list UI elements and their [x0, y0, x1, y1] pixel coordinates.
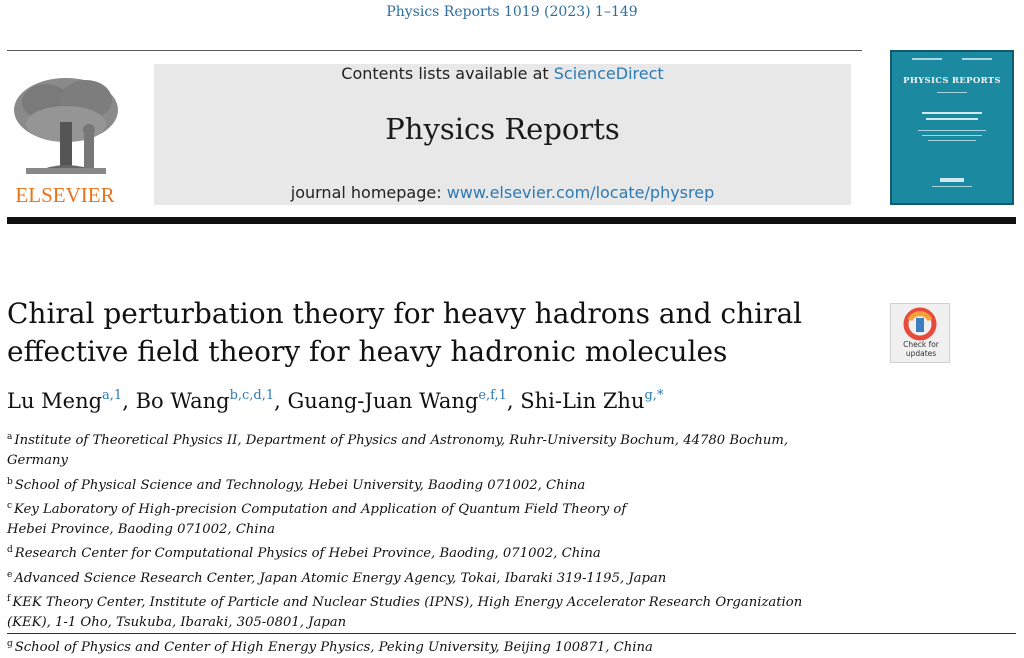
affiliation-mark: e	[7, 569, 13, 580]
elsevier-logo[interactable]	[6, 72, 124, 208]
author-name[interactable]: Guang-Juan Wang	[287, 389, 479, 413]
check-updates-icon	[891, 306, 949, 342]
journal-citation-link[interactable]: Physics Reports 1019 (2023) 1–149	[386, 4, 638, 20]
masthead-rule	[7, 217, 1016, 224]
affiliation-mark: c	[7, 500, 13, 511]
author-affiliation-marks[interactable]: g,*	[644, 388, 664, 403]
sciencedirect-link[interactable]: ScienceDirect	[553, 64, 664, 83]
author-name[interactable]: Shi-Lin Zhu	[520, 389, 645, 413]
affiliation-mark: b	[7, 476, 13, 487]
affiliation-text: Advanced Science Research Center, Japan Atomic Energy Agency, Tokai, Ibaraki 319-1195, Japan	[14, 570, 667, 586]
author-separator: ,	[274, 389, 288, 413]
author-affiliation-marks[interactable]: b,c,d,1	[229, 388, 275, 403]
affiliation-item	[7, 565, 847, 589]
article-title: Chiral perturbation theory for heavy hadrons and chiral effective field theory for heavy hadronic molecules	[7, 297, 803, 368]
affiliation-mark: d	[7, 545, 13, 556]
elsevier-tree-icon	[6, 72, 124, 184]
affiliation-item	[7, 634, 847, 658]
affiliation-text: Institute of Theoretical Physics II, Department of Physics and Astronomy, Ruhr-University Bochum, 44780 Bochum, Germany	[7, 433, 789, 469]
cover-title: PHYSICS REPORTS	[903, 76, 1001, 86]
header-divider	[7, 50, 862, 51]
author-separator: ,	[506, 389, 521, 413]
affiliation-item	[7, 427, 847, 472]
author-name[interactable]: Bo Wang	[135, 389, 230, 413]
affiliation-mark: g	[7, 638, 13, 649]
author-affiliation-marks[interactable]: e,f,1	[478, 388, 507, 403]
affiliation-mark: a	[7, 432, 13, 442]
author-name[interactable]: Lu Meng	[7, 389, 103, 413]
footer-divider	[7, 633, 1016, 634]
affiliation-item	[7, 496, 667, 541]
homepage-line	[154, 183, 851, 202]
affiliation-item	[7, 589, 847, 634]
homepage-prefix: journal homepage:	[290, 183, 447, 202]
author-list	[7, 388, 907, 413]
affiliation-item	[7, 540, 847, 564]
check-for-updates-button[interactable]	[890, 303, 950, 363]
elsevier-wordmark: ELSEVIER	[15, 183, 115, 207]
affiliation-mark: f	[7, 594, 11, 605]
affiliation-list	[7, 427, 847, 658]
affiliation-item	[7, 472, 847, 496]
author-affiliation-marks[interactable]: a,1	[102, 388, 123, 403]
author-separator: ,	[122, 389, 136, 413]
journal-title: Physics Reports	[385, 112, 620, 146]
affiliation-text: School of Physics and Center of High Energy Physics, Peking University, Beijing 100871, China	[14, 639, 653, 655]
contents-line	[154, 64, 851, 83]
affiliation-text: KEK Theory Center, Institute of Particle and Nuclear Studies (IPNS), High Energy Accelerator Research Organization (KEK), 1-1 Oho, Tsukuba, Ibaraki, 305-0801, Japan	[7, 595, 803, 631]
journal-banner	[154, 64, 851, 205]
cover-decoration	[892, 52, 1012, 203]
affiliation-text: Key Laboratory of High-precision Computation and Application of Quantum Field Theory of Hebei Province, Baoding 071002, China	[7, 501, 627, 538]
check-updates-label: Check for updates	[903, 340, 939, 358]
affiliation-text: Research Center for Computational Physics of Hebei Province, Baoding, 071002, China	[14, 546, 601, 562]
contents-prefix: Contents lists available at	[341, 64, 554, 83]
affiliation-text: School of Physical Science and Technology, Hebei University, Baoding 071002, China	[14, 477, 586, 493]
journal-cover-thumbnail[interactable]	[890, 50, 1014, 205]
journal-homepage-link[interactable]: www.elsevier.com/locate/physrep	[446, 183, 715, 202]
